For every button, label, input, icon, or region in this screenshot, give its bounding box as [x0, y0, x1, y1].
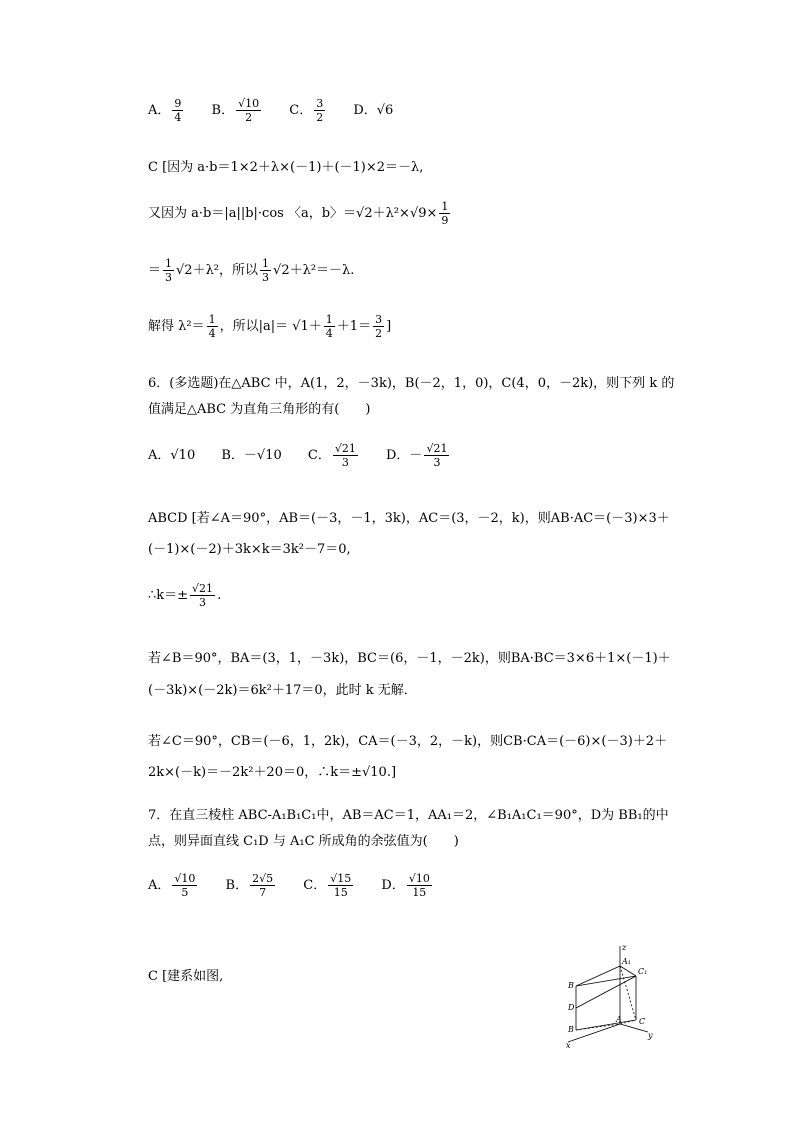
q5-answer-line-2: 又因为 a·b＝|a||b|·cos 〈a，b〉＝√2＋λ²×√9× $\frac{1}{9}$	[148, 200, 449, 227]
q6-stem-line-1: 6．(多选题)在△ABC 中，A(1，2，－3k)，B(－2，1，0)，C(4，0，－2k)，则下列 k 的	[148, 376, 675, 391]
q6-stem-line-2: 值满足△ABC 为直角三角形的有( )	[148, 402, 371, 417]
q7-option-a: A． $\frac{√10}{5}$	[148, 872, 196, 899]
fig-label-d: D	[568, 1003, 575, 1012]
q6-answer-line-3: ∴k＝± $\frac{√21}{3}$ .	[148, 582, 222, 609]
q6-options	[148, 442, 473, 469]
fig-label-c: C	[639, 1017, 646, 1026]
q7-stem-line-2: 点，则异面直线 C₁D 与 A₁C 所成角的余弦值为( )	[148, 834, 459, 849]
q7-option-c: C． $\frac{√15}{15}$	[303, 872, 352, 899]
q7-option-d: D． $\frac{√10}{15}$	[381, 872, 430, 899]
q7-stem-line-1: 7．在直三棱柱 ABC-A₁B₁C₁中，AB＝AC＝1，AA₁＝2，∠B₁A₁C₁＝90°，D为 BB₁的中	[148, 808, 669, 823]
q6-option-b: B．－√10	[221, 448, 282, 463]
q6-answer-line-7: 2k×(－k)＝－2k²＋20＝0，∴k＝±√10.]	[148, 765, 397, 780]
q7-option-b: B． $\frac{2√5}{7}$	[225, 872, 274, 899]
q5-option-b: B． $\frac{√10}{2}$	[211, 97, 260, 124]
q5-option-a: A． $\frac{9}{4}$	[148, 97, 182, 124]
q5-answer-line-4: 解得 λ²＝ $\frac{1}{4}$ ，所以|a|＝ √1＋ $\frac{1}{4}$ ＋1＝ $\frac{3}{2}$ ]	[148, 313, 392, 340]
fig-label-a: A	[616, 1015, 622, 1024]
q6-answer-line-1: ABCD [若∠A＝90°，AB＝(－3，－1，3k)，AC＝(3，－2，k)，则AB·AC＝(－3)×3＋	[148, 511, 670, 526]
q5-answer-line-1: C [因为 a·b＝1×2＋λ×(－1)＋(－1)×2＝－λ,	[148, 160, 424, 175]
prism-figure	[556, 942, 656, 1052]
q6-option-a: A．√10	[148, 448, 196, 463]
q5-option-d: D．√6	[353, 103, 394, 118]
fig-label-z: z	[622, 943, 627, 952]
fig-label-x: x	[566, 1041, 571, 1050]
fig-label-b: B	[568, 1025, 574, 1034]
fig-label-b1: B	[568, 981, 574, 990]
q5-options	[148, 97, 415, 124]
fig-label-a1: A₁	[622, 957, 631, 966]
q6-option-c: C． $\frac{√21}{3}$	[307, 442, 356, 469]
q6-answer-line-4: 若∠B＝90°，BA＝(3，1，－3k)，BC＝(6，－1，－2k)，则BA·BC＝3×6＋1×(－1)＋	[148, 651, 671, 666]
fig-label-y: y	[648, 1031, 653, 1040]
fig-label-c1: C₁	[638, 967, 648, 976]
q6-answer-line-5: (－3k)×(－2k)＝6k²＋17＝0，此时 k 无解．	[148, 683, 417, 698]
q6-option-d: D．－ $\frac{√21}{3}$	[386, 442, 448, 469]
q7-answer-line-1: C [建系如图,	[148, 969, 224, 984]
q7-options	[148, 872, 456, 899]
q5-option-c: C． $\frac{3}{2}$	[289, 97, 324, 124]
q6-answer-line-6: 若∠C＝90°，CB＝(－6，1，2k)，CA＝(－3，2，－k)，则CB·CA＝(－6)×(－3)＋2＋	[148, 734, 668, 749]
q6-answer-line-2: (－1)×(－2)＋3k×k＝3k²－7＝0,	[148, 542, 351, 557]
q5-answer-line-3: ＝ $\frac{1}{3}$ √2＋λ²，所以 $\frac{1}{3}$ √2＋λ²＝－λ.	[148, 257, 355, 284]
